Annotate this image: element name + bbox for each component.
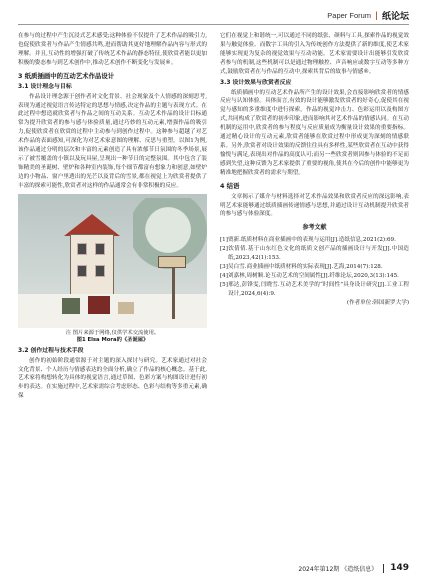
footer-divider xyxy=(383,564,384,573)
section-3-2-continued: 它们在视觉上和谐统一,可以通过不同的纸张、颜料与工具,探索作品的视觉效果与触觉体验。而数字工具的引入为传统创作方法提供了新的维度,使艺术家能够实现更为复杂的视觉效果与互动功能。艺术家需要设计出能够引发欣赏者参与的机制,这些机制可以是通过物理触控、声音响应或数字互动等多种方式,鼓励欣赏者在与作品的互动中,探索其背后的故事与情感®。 xyxy=(220,33,409,75)
right-column xyxy=(220,32,409,307)
figure-1-note: 注 图片来源于网络,仅供学术交流使用。 xyxy=(65,329,160,336)
section-4-paragraph: 文章揭示了媒介与材料选择对艺术作品效果和欣赏者反应的深远影响,表明艺术家能够通过纸质插画传递情感与思想,并通过设计互动机制提升欣赏者的参与感与体验深度。 xyxy=(220,193,409,218)
footer-issue: 2024年第12期 《造纸信息》 xyxy=(298,565,378,573)
header-column-cn: 纸论坛 xyxy=(381,11,409,22)
page-footer xyxy=(298,563,409,573)
figure-1-caption: 图1 Elsa Mora的《圣诞屋》 xyxy=(76,337,149,344)
figure-house xyxy=(70,234,114,296)
figure-sign xyxy=(158,256,186,268)
figure-window xyxy=(77,243,87,255)
figure-snow-ground xyxy=(18,294,207,328)
section-3-3-heading: 3.3 设计效果与欣赏者反应 xyxy=(220,79,292,86)
references-heading: 参考文献 xyxy=(302,224,327,232)
reference-item: [1]贾新.纸质材料在商业插画中的表现与运用[J].造纸信息,2021(2):69. xyxy=(220,237,396,244)
figure-window xyxy=(95,243,105,255)
figure-window xyxy=(77,265,87,277)
section-3-2-paragraph: 创作的初始阶段通常源于对主题的深入探讨与研究。艺术家通过对社会文化背景、个人经历与情感表达的全面分析,确立了作品的核心概念。基于此,艺术家将构想转化为具体的视觉语言,通过草图、色彩方案与构图设计进行初步的表达。在实施过程中,艺术家需综合考虑形态、色彩与结构等多重元素,确保 xyxy=(18,357,207,400)
figure-gift-box xyxy=(62,298,80,314)
figure-1-image xyxy=(18,194,207,328)
intro-paragraph: 在参与的过程中产生沉浸式艺术感受;这种体验不仅提升了艺术作品的吸引力,也促使欣赏者与作品产生情感共鸣,进而帮助其更好地理解作品内容与形式的理解。并且,互动性的增强打破了传统艺术作品的静态特征,使欣赏者能以更加积极的姿态参与到艺术创作中,推动艺术创作不断变化与发展®。 xyxy=(18,33,207,66)
left-column xyxy=(18,32,207,401)
section-3-1-paragraph: 作品设计理念源于创作者对文化背景、社会现象及个人情感的深刻思考,表现为通过视觉语言传达特定的思想与情感,决定作品的主题与表现方式。在此过程中想造就欣赏者与作品之间的互动关系。互动艺术作品的设计目标通常为提升欣赏者的参与感与体验质量,通过巧妙的互动元素,增强作品的吸引力,促使欣赏者在欣赏的过程中主动参与到创作过程中。这种参与超越了对艺术作品的表面感知,可深化为对艺术家意图的理解、反思与重塑。以图1为例,该作品通过分明的层次和丰富的元素创造了具有浓郁节日氛围的冬季场景,展示了被雪覆盖的小镇以及玩具屋,呈现出一种节日的完整氛围。其中包含了装饰精美的圣诞树、壁炉和各种室内装饰,每个细节都富有想象力和创意,如壁炉边的小物品、窗户里透出的光芒以及背后的雪景,都在视觉上为欣赏者提供了丰富的探索可能性,欣赏者对这样的作品通常会有非常积极的反应。 xyxy=(18,93,207,189)
running-header xyxy=(327,8,409,22)
figure-sign-pole xyxy=(172,264,175,319)
figure-house-roof xyxy=(64,214,120,236)
header-rule xyxy=(18,24,409,25)
reference-item: [2]饮倩倩.基于山东红色文化的纸质文创产品的插画设计与开发[J].中国造纸,2023,42(1):153. xyxy=(220,246,409,262)
section-4-heading: 4 结语 xyxy=(220,181,240,190)
figure-gift-box xyxy=(118,302,134,314)
reference-item: [3]吴白雪.商业插画中纸质材料的实际表现[J].艺海,2014(7):128. xyxy=(220,263,383,270)
section-3-heading: 3 纸质插画中的互动艺术作品设计 xyxy=(18,71,115,80)
section-3-3-paragraph: 纸质插画中的互动艺术作品所产生的设计效果,会直接影响欣赏者的情感反应与认知体验。具体而言,有效的设计能够激发欣赏者的好奇心,促使其在视觉与感知的多重维度中进行探索。作品的视觉冲击力、色彩运用以及构图方式,共同构成了欣赏者的初步印象,进而影响其对艺术作品的情感认同。在互动机制的运用中,欣赏者的参与程度与反应质量成为衡量设计效果的重要指标。通过精心设计的互动元素,欣赏者能够在欣赏过程中形成更为深刻的情感联系。另外,欣赏者对设计效果的反馈往往具有多样性,某些欣赏者在互动中获得愉悦与满足,表现出对作品的高度认可;而另一些欣赏者则因参与体验的不足而感到失望,这种反馈为艺术家提供了重要的视角,使其在今后的创作中能够更为精准地把握欣赏者的需求与期望。 xyxy=(220,89,409,176)
page-number: 149 xyxy=(390,563,409,573)
author-affiliation: (作者单位:韩国新罗大学) xyxy=(346,299,409,306)
header-separator: | xyxy=(375,10,378,20)
figure-window xyxy=(95,265,105,277)
section-3-1-heading: 3.1 设计理念与目标 xyxy=(18,83,72,90)
reference-item: [4]刘嘉林,周树顺.论互动艺术的空间属性[J].纤维论坛,2020,3(13):145. xyxy=(220,272,399,279)
section-3-2-heading: 3.2 创作过程与技术手段 xyxy=(18,347,84,354)
figure-gift-box xyxy=(88,296,110,314)
header-journal-en: Paper Forum xyxy=(327,10,372,20)
reference-item: [5]邢达,彭锋雯,闫晓雪.互动艺术美学的“时间性”具身设计研究[J].工业工程设计,2024,6(4):9. xyxy=(220,281,409,297)
